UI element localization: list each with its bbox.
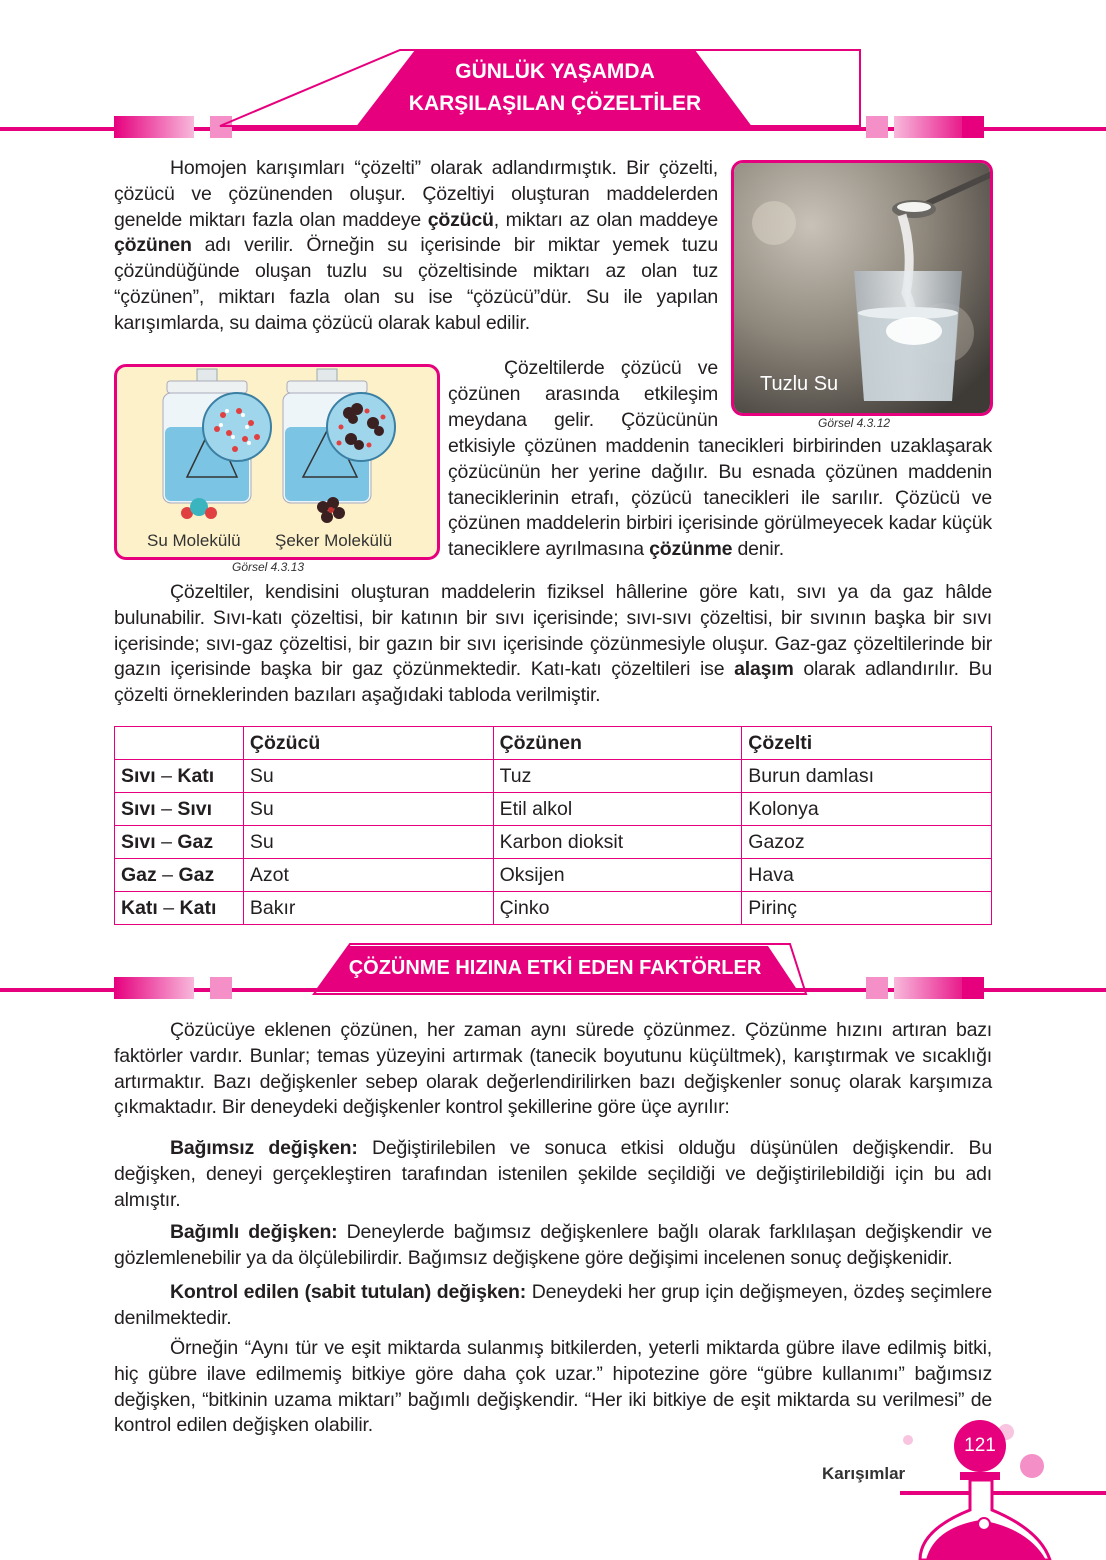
table-header-cell [115,727,244,760]
table-cell: Tuz [493,760,742,793]
table-header-row [115,727,992,760]
section2-decor-right-3 [962,977,984,999]
page-number: 121 [964,1435,996,1456]
table-cell: Su [243,760,493,793]
section2-title: ÇÖZÜNME HIZINA ETKİ EDEN FAKTÖRLER [348,957,762,979]
section2-decor-left-2 [210,977,232,999]
header-title-line1: GÜNLÜK YAŞAMDA [455,60,655,83]
table-row [115,892,992,925]
table-cell: Etil alkol [493,793,742,826]
table-cell: Burun damlası [742,760,992,793]
paragraph-5: Bağımsız değişken: Değiştirilebilen ve sonuca etkisi olduğu düşünülen değişkendir. Bu değişken, deneyi gerçekleştiren tarafından istenilen şekilde seçildiği ve değiştirilebildiği için bu adı almıştır. [114,1137,992,1211]
figure-salt-water [731,160,993,416]
paragraph-4: Çözücüye eklenen çözünen, her zaman aynı sürede çözünmez. Çözünme hızını artıran bazı faktörler vardır. Bunlar; temas yüzeyini artırmak (tanecik boyutunu küçültmek), karıştırmak ve sıcaklığı artırmaktır. Bazı değişkenler sebep olarak değerlendirilirken bazı değişkenler sonuç olarak karşımıza çıkmaktadır. Bir deneydeki değişkenler kontrol şekillerine göre üçe ayrılır: [114,1019,992,1119]
header-decor-right-3 [962,116,984,138]
figure-salt-water-label: Tuzlu Su [760,373,839,395]
table-cell: Çinko [493,892,742,925]
table-row [115,859,992,892]
header-title [400,56,710,120]
solutions-table [114,726,992,925]
figure-dissolution [114,364,440,560]
figure-sugar-molecule-label: Şeker Molekülü [275,531,393,550]
table-row [115,826,992,859]
table-cell-type: Gaz – Gaz [115,859,244,892]
table-cell-type: Sıvı – Sıvı [115,793,244,826]
table-cell: Bakır [243,892,493,925]
table-header-cell: Çözelti [742,727,992,760]
figure-salt-water-caption: Görsel 4.3.12 [818,416,891,430]
header-title-line2: KARŞILAŞILAN ÇÖZELTİLER [408,92,702,115]
table-cell: Oksijen [493,859,742,892]
header-decor-left [114,116,194,138]
table-cell: Kolonya [742,793,992,826]
table-cell-type: Sıvı – Katı [115,760,244,793]
table-cell: Hava [742,859,992,892]
table-cell: Azot [243,859,493,892]
paragraph-2-start: Çözeltilerde çözücü ve çözünen arasında etkileşim meydana gelir. Çözücünün [448,357,718,431]
table-row [115,793,992,826]
figure-water-molecule-label: Su Molekülü [147,531,241,550]
paragraph-8: Örneğin “Aynı tür ve eşit miktarda sulanmış bitkilerden, yeterli miktarda gübre ilave edilmiş bitki, hiç gübre ilave edilmemiş bitkiye göre daha çok uzar.” hipotezine göre “gübre kullanımı” bağımsız değişken, “bitkinin uzama miktarı” bağımlı değişkendir. “Her iki bitkiye de eşit miktarda su verilmesi” de kontrol edilen değişken olabilir. [114,1337,992,1437]
paragraph-1: Homojen karışımları “çözelti” olarak adlandırmıştık. Bir çözelti, çözücü ve çözünenden oluşur. Çözeltiyi oluşturan maddelerden genelde miktarı fazla olan maddeye çözücü, miktarı az olan maddeye çözünen adı verilir. Örneğin su içerisinde bir miktar yemek tuzu çözündüğünde oluşan tuzlu su çözeltisinde miktarı az olan tuz “çözünen”, miktarı fazla olan su ise “çözücü”dür. Su ile yapılan karışımlarda, su daima çözücü olarak kabul edilir. [114,157,718,334]
table-header-cell: Çözücü [243,727,493,760]
paragraph-2: etkisiyle çözünen maddenin tanecikleri birbirinden uzaklaşarak çözücünün her yerine dağılır. Bu esnada çözünen maddenin taneciklerinin etrafı, çözücü tanecikleri ile sarılır. Çözücü ve çözünen maddelerin birbiri içerisinde görülmeyecek kadar küçük taneciklere ayrılmasına çözünme denir. [448,435,992,561]
table-cell: Su [243,793,493,826]
figure-dissolution-caption: Görsel 4.3.13 [232,560,305,574]
footer-section-name: Karışımlar [822,1464,906,1483]
paragraph-3: Çözeltiler, kendisini oluşturan maddelerin fiziksel hâllerine göre katı, sıvı ya da gaz hâlde bulunabilir. Sıvı-katı çözeltisi, bir katının bir sıvı içerisinde; sıvı-sıvı çözeltisi, bir sıvının başka bir sıvı içerisinde; sıvı-gaz çözeltisi, bir gazın bir sıvı içerisinde çözünmesiyle oluşur. Gaz-gaz çözeltilerinde bir gazın içerisinde başka bir gaz çözünmektedir. Katı-katı çözeltileri ise alaşım olarak adlandırılır. Bu çözelti örneklerinden bazıları aşağıdaki tabloda verilmiştir. [114,581,992,707]
table-row [115,760,992,793]
section2-decor-left [114,977,194,999]
table-cell: Su [243,826,493,859]
paragraph-6: Bağımlı değişken: Deneylerde bağımsız değişkenlere bağlı olarak farklılaşan değişkendir ve gözlemlenebilir ya da ölçülebilirdir. Bağımsız değişkene göre değişimi incelenen sonuç değişkenidir. [114,1221,992,1269]
paragraph-7: Kontrol edilen (sabit tutulan) değişken: Deneydeki her grup için değişmeyen, özdeş seçimlere denilmektedir. [114,1281,992,1329]
section2-decor-right-2 [866,977,888,999]
table-cell: Pirinç [742,892,992,925]
dissolution-illustration [117,367,437,557]
table-cell: Gazoz [742,826,992,859]
table-header-cell: Çözünen [493,727,742,760]
table-cell: Karbon dioksit [493,826,742,859]
footer-flask-decoration [900,1420,1106,1560]
table-cell-type: Sıvı – Gaz [115,826,244,859]
table-cell-type: Katı – Katı [115,892,244,925]
